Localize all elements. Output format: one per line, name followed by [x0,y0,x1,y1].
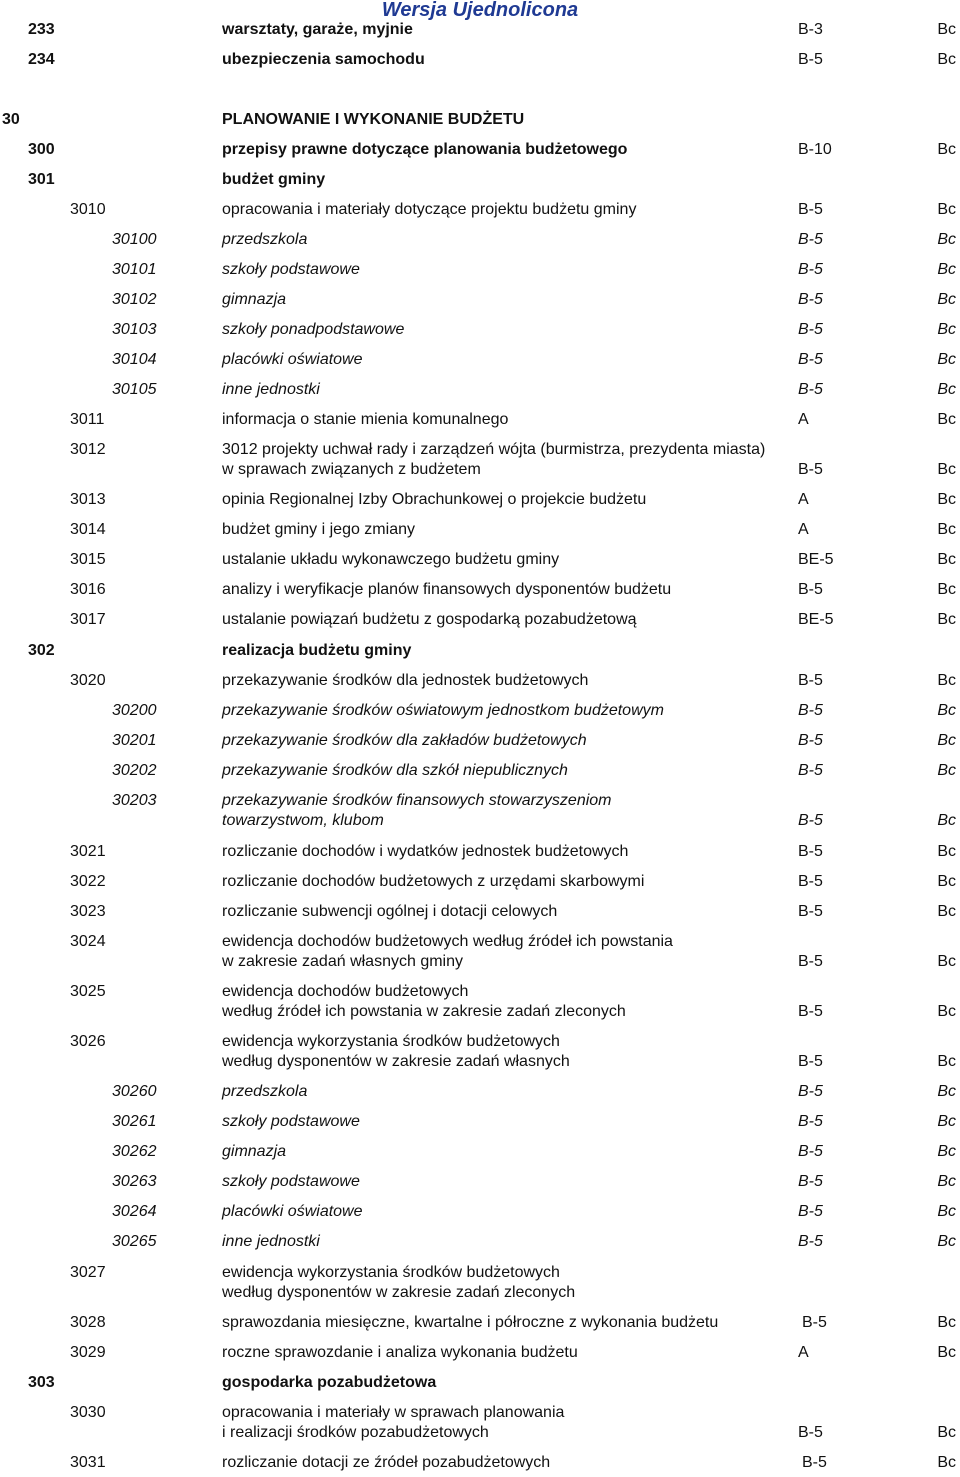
row-description [222,610,792,630]
row-code: 303 [28,1374,55,1391]
row-category: B-5 [798,953,823,970]
row-description-line: informacja o stanie mienia komunalnego [222,411,509,428]
row-code: 3014 [70,521,106,538]
row-description [222,761,792,781]
row-description-line: rozliczanie dochodów i wydatków jednostek budżetowych [222,843,629,860]
row-category: B-5 [798,732,823,749]
row-description-line: ubezpieczenia samochodu [222,51,425,68]
row-description-line: przekazywanie środków dla jednostek budżetowych [222,672,589,689]
row-archive-class: Bc [937,812,956,829]
row-description-line: inne jednostki [222,381,320,398]
row-archive-class: Bc [937,491,956,508]
row-category: B-5 [798,1233,823,1250]
row-description-line: analizy i weryfikacje planów finansowych dysponentów budżetu [222,581,672,598]
row-description-line: szkoły podstawowe [222,1173,360,1190]
row-description [222,1373,792,1393]
row-code: 30203 [112,792,157,809]
row-archive-class: Bc [937,843,956,860]
row-code: 3030 [70,1404,106,1421]
row-description-line: przekazywanie środków dla zakładów budżetowych [222,732,587,749]
row-category: B-5 [798,843,823,860]
row-category: B-5 [798,231,823,248]
row-category: B-5 [798,1203,823,1220]
row-archive-class: Bc [937,201,956,218]
row-category: B-5 [798,581,823,598]
row-archive-class: Bc [937,672,956,689]
row-archive-class: Bc [937,551,956,568]
row-archive-class: Bc [937,521,956,538]
row-category: B-5 [798,1424,823,1441]
row-code: 3026 [70,1033,106,1050]
row-description [222,982,792,1022]
row-category: B-5 [798,321,823,338]
row-description [222,580,792,600]
row-description-line: ewidencja wykorzystania środków budżetowych [222,1033,560,1050]
row-description [222,1453,792,1473]
row-description-line: gimnazja [222,291,287,308]
row-category: B-5 [798,1113,823,1130]
row-description [222,490,792,510]
row-archive-class: Bc [937,141,956,158]
row-description [222,1082,792,1102]
row-description [222,550,792,570]
row-code: 3027 [70,1264,106,1281]
row-description-line: towarzystwom, klubom [222,812,384,829]
row-code: 3024 [70,933,106,950]
row-description-line: PLANOWANIE I WYKONANIE BUDŻETU [222,111,525,128]
row-description [222,440,792,480]
row-category: B-5 [798,702,823,719]
row-description-line: rozliczanie subwencji ogólnej i dotacji celowych [222,903,558,920]
row-description-line: według źródeł ich powstania w zakresie zadań zleconych [222,1003,626,1020]
row-description [222,791,792,831]
row-code: 3017 [70,611,106,628]
row-description-line: sprawozdania miesięczne, kwartalne i półroczne z wykonania budżetu [222,1314,719,1331]
row-code: 3028 [70,1314,106,1331]
row-description-line: szkoły podstawowe [222,1113,360,1130]
row-description [222,520,792,540]
row-category: B-5 [802,1314,827,1331]
row-archive-class: Bc [937,231,956,248]
row-archive-class: Bc [937,1454,956,1471]
row-description-line: szkoły ponadpodstawowe [222,321,405,338]
row-code: 3012 [70,441,106,458]
row-archive-class: Bc [937,732,956,749]
row-description [222,320,792,340]
row-archive-class: Bc [937,411,956,428]
row-archive-class: Bc [937,1344,956,1361]
row-description-line: w sprawach związanych z budżetem [222,461,481,478]
row-archive-class: Bc [937,261,956,278]
row-code: 30200 [112,702,157,719]
row-description [222,380,792,400]
row-category: B-5 [798,201,823,218]
row-description [222,641,792,661]
row-category: B-5 [798,461,823,478]
row-category: B-5 [798,291,823,308]
row-archive-class: Bc [937,903,956,920]
row-description-line: roczne sprawozdanie i analiza wykonania budżetu [222,1344,578,1361]
row-code: 30103 [112,321,157,338]
row-description-line: placówki oświatowe [222,351,363,368]
row-code: 30104 [112,351,157,368]
row-description-line: realizacja budżetu gminy [222,642,412,659]
row-archive-class: Bc [937,702,956,719]
row-category: BE-5 [798,551,834,568]
row-category: A [798,411,809,428]
header-title: Wersja Ujednolicona [381,0,579,21]
row-archive-class: Bc [937,1173,956,1190]
row-description-line: warsztaty, garaże, myjnie [222,21,413,38]
row-description-line: przekazywanie środków dla szkół niepublicznych [222,762,568,779]
row-archive-class: Bc [937,1314,956,1331]
row-description [222,1343,792,1363]
row-code: 30201 [112,732,157,749]
row-category: A [798,521,809,538]
row-archive-class: Bc [937,1233,956,1250]
row-category: B-5 [798,1173,823,1190]
row-code: 3023 [70,903,106,920]
row-archive-class: Bc [937,321,956,338]
row-description [222,290,792,310]
row-archive-class: Bc [937,351,956,368]
row-description-line: opracowania i materiały dotyczące projektu budżetu gminy [222,201,637,218]
row-description [222,1403,792,1443]
row-code: 302 [28,642,55,659]
row-archive-class: Bc [937,873,956,890]
row-archive-class: Bc [937,611,956,628]
row-archive-class: Bc [937,953,956,970]
row-archive-class: Bc [937,1083,956,1100]
row-category: B-5 [798,873,823,890]
row-code: 30263 [112,1173,157,1190]
row-code: 30202 [112,762,157,779]
row-archive-class: Bc [937,461,956,478]
row-description-line: przekazywanie środków oświatowym jednostkom budżetowym [222,702,664,719]
row-code: 3010 [70,201,106,218]
row-description-line: inne jednostki [222,1233,320,1250]
row-description-line: gospodarka pozabudżetowa [222,1374,437,1391]
row-archive-class: Bc [937,1203,956,1220]
row-archive-class: Bc [937,581,956,598]
row-description [222,260,792,280]
row-category: B-5 [798,762,823,779]
row-description-line: według dysponentów w zakresie zadań zleconych [222,1284,576,1301]
row-category: B-5 [798,51,823,68]
row-description-line: placówki oświatowe [222,1203,363,1220]
row-description [222,1263,792,1303]
row-code: 30101 [112,261,157,278]
row-description [222,170,792,190]
row-code: 3020 [70,672,106,689]
row-code: 3031 [70,1454,106,1471]
row-archive-class: Bc [937,762,956,779]
row-description-line: ewidencja dochodów budżetowych [222,983,469,1000]
row-code: 30100 [112,231,157,248]
row-code: 3021 [70,843,106,860]
row-description-line: ewidencja dochodów budżetowych według źródeł ich powstania [222,933,673,950]
row-description-line: opinia Regionalnej Izby Obrachunkowej o projekcie budżetu [222,491,647,508]
row-category: B-5 [798,1053,823,1070]
row-category: A [798,1344,809,1361]
row-code: 30261 [112,1113,157,1130]
row-category: B-5 [798,1003,823,1020]
row-description-line: budżet gminy i jego zmiany [222,521,415,538]
row-category: B-5 [802,1454,827,1471]
row-code: 233 [28,21,55,38]
row-category: B-5 [798,381,823,398]
row-code: 3022 [70,873,106,890]
row-description-line: rozliczanie dotacji ze źródeł pozabudżetowych [222,1454,551,1471]
row-description [222,1032,792,1072]
row-code: 30264 [112,1203,157,1220]
row-code: 30 [2,111,20,128]
row-description [222,1142,792,1162]
row-description [222,1202,792,1222]
row-description-line: i realizacji środków pozabudżetowych [222,1424,489,1441]
row-code: 30260 [112,1083,157,1100]
row-category: B-5 [798,672,823,689]
row-description-line: rozliczanie dochodów budżetowych z urzędami skarbowymi [222,873,645,890]
row-code: 3013 [70,491,106,508]
row-code: 301 [28,171,55,188]
row-description [222,110,792,130]
row-archive-class: Bc [937,21,956,38]
row-archive-class: Bc [937,51,956,68]
row-description [222,230,792,250]
row-code: 3015 [70,551,106,568]
row-description [222,932,792,972]
row-category: B-5 [798,261,823,278]
row-description [222,731,792,751]
row-description-line: budżet gminy [222,171,326,188]
row-archive-class: Bc [937,291,956,308]
row-code: 30262 [112,1143,157,1160]
row-category: B-5 [798,812,823,829]
row-description-line: przekazywanie środków finansowych stowarzyszeniom [222,792,612,809]
row-description-line: gimnazja [222,1143,287,1160]
row-archive-class: Bc [937,1424,956,1441]
row-description-line: ustalanie powiązań budżetu z gospodarką pozabudżetową [222,611,637,628]
row-archive-class: Bc [937,1113,956,1130]
row-description [222,50,792,70]
row-description-line: przedszkola [222,231,308,248]
row-code: 30265 [112,1233,157,1250]
row-description [222,1172,792,1192]
document-header [0,0,960,20]
row-description [222,902,792,922]
row-code: 300 [28,141,55,158]
row-category: B-5 [798,1143,823,1160]
row-category: B-5 [798,1083,823,1100]
row-description-line: w zakresie zadań własnych gminy [222,953,463,970]
row-archive-class: Bc [937,381,956,398]
row-description-line: 3012 projekty uchwał rady i zarządzeń wójta (burmistrza, prezydenta miasta) [222,441,766,458]
row-description [222,200,792,220]
row-description-line: ustalanie układu wykonawczego budżetu gminy [222,551,560,568]
row-code: 3029 [70,1344,106,1361]
row-description [222,410,792,430]
row-code: 234 [28,51,55,68]
row-description [222,842,792,862]
row-description [222,350,792,370]
row-archive-class: Bc [937,1003,956,1020]
row-description [222,20,792,40]
row-code: 30105 [112,381,157,398]
row-description-line: przepisy prawne dotyczące planowania budżetowego [222,141,628,158]
row-description-line: ewidencja wykorzystania środków budżetowych [222,1264,560,1281]
row-description-line: szkoły podstawowe [222,261,360,278]
row-code: 3011 [70,411,105,428]
row-description [222,1232,792,1252]
row-category: A [798,491,809,508]
row-code: 3025 [70,983,106,1000]
row-description [222,1112,792,1132]
row-description-line: przedszkola [222,1083,308,1100]
row-code: 3016 [70,581,106,598]
row-description-line: opracowania i materiały w sprawach planowania [222,1404,565,1421]
row-category: B-10 [798,141,832,158]
row-category: B-5 [798,903,823,920]
row-description [222,701,792,721]
row-description [222,140,792,160]
row-description-line: według dysponentów w zakresie zadań własnych [222,1053,570,1070]
row-description [222,671,792,691]
row-archive-class: Bc [937,1143,956,1160]
row-description [222,1313,792,1333]
row-category: B-5 [798,351,823,368]
row-code: 30102 [112,291,157,308]
row-description [222,872,792,892]
row-category: BE-5 [798,611,834,628]
row-archive-class: Bc [937,1053,956,1070]
row-category: B-3 [798,21,823,38]
